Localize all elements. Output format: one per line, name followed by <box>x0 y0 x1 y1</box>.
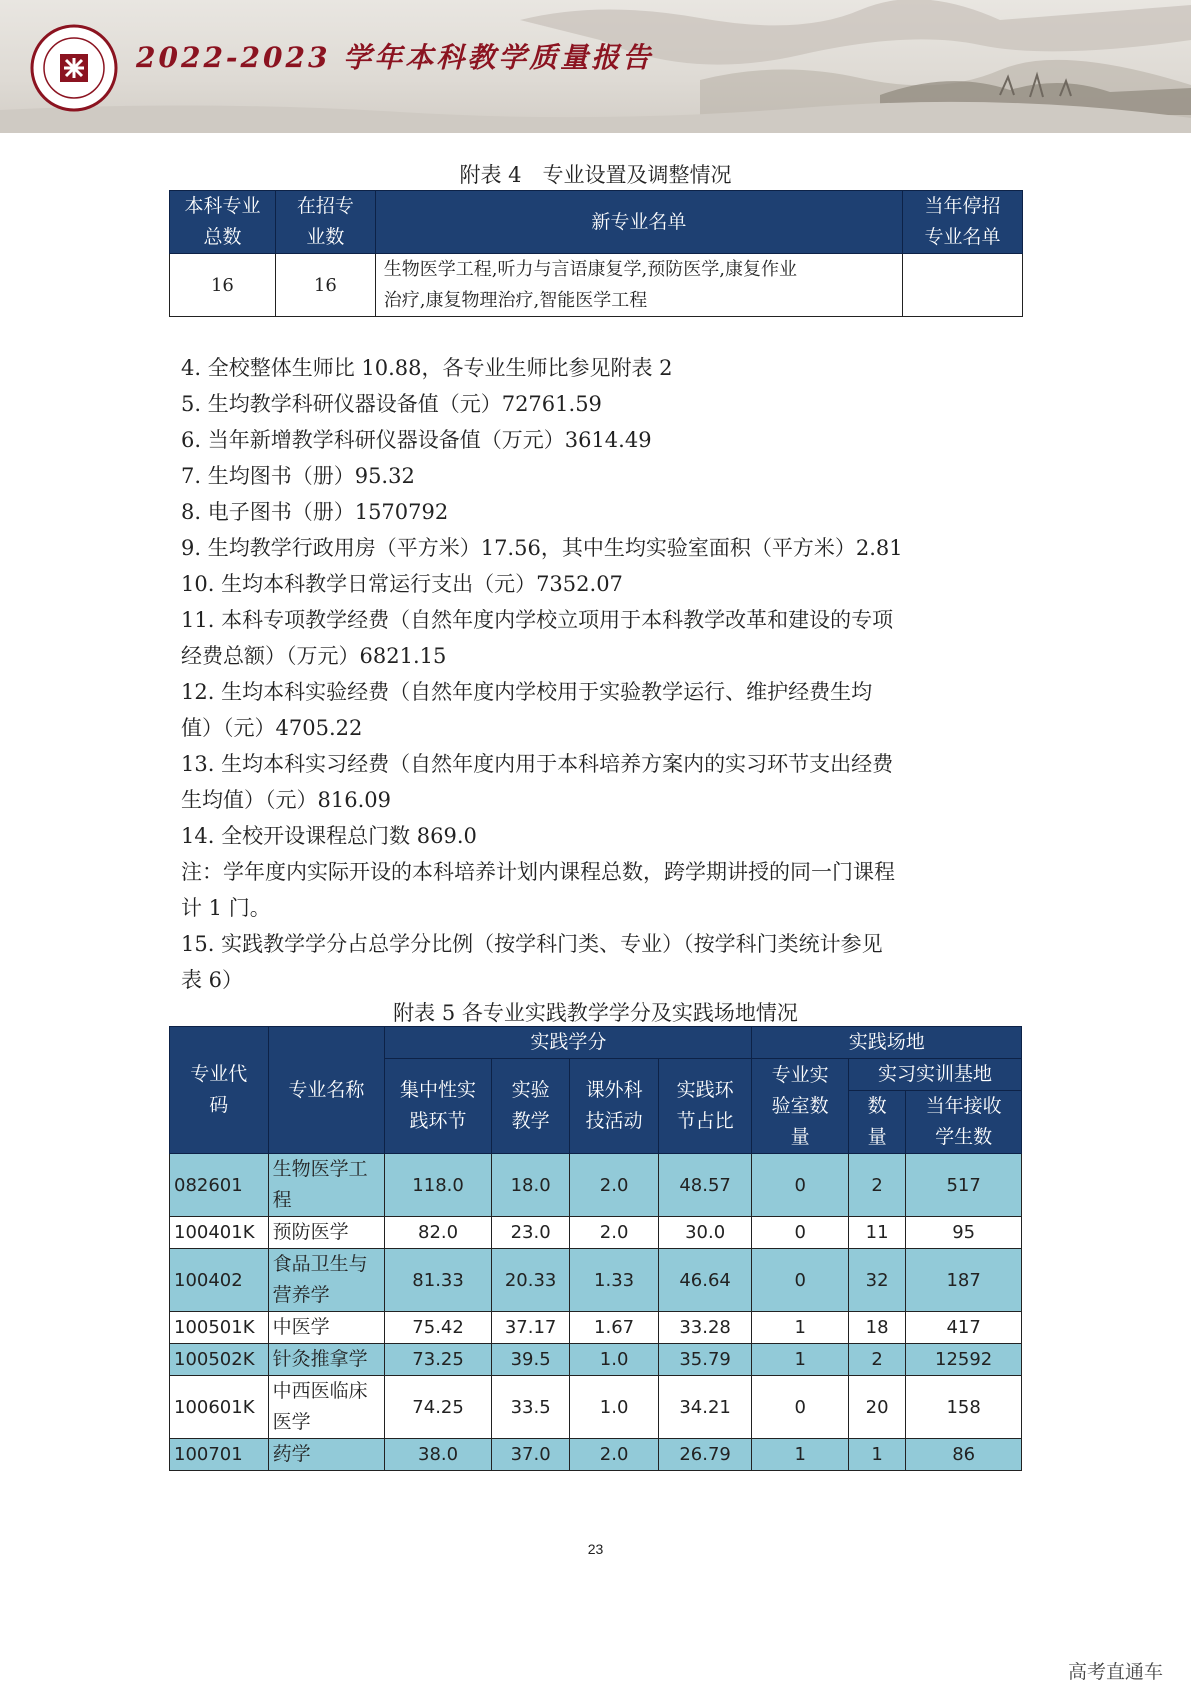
code-cell: 100701 <box>170 1439 269 1471</box>
extracurricular-cell: 1.67 <box>570 1312 659 1344</box>
experiment-cell: 33.5 <box>491 1376 569 1439</box>
extracurricular-cell: 1.0 <box>570 1376 659 1439</box>
header-students: 当年接收 学生数 <box>906 1091 1022 1154</box>
header-name: 专业名称 <box>268 1027 385 1154</box>
item-15: 15. 实践教学学分占总学分比例（按学科门类、专业）（按学科门类统计参见 <box>181 932 883 956</box>
item-7: 7. 生均图书（册）95.32 <box>181 464 415 488</box>
header-new-majors: 新专业名单 <box>375 191 902 254</box>
experiment-cell: 37.0 <box>491 1439 569 1471</box>
item-9: 9. 生均教学行政用房（平方米）17.56，其中生均实验室面积（平方米）2.81 <box>181 536 903 560</box>
table-body <box>170 1154 1022 1471</box>
ratio-cell: 35.79 <box>658 1344 752 1376</box>
code-cell: 082601 <box>170 1154 269 1217</box>
header-banner <box>0 0 1191 133</box>
experiment-cell: 23.0 <box>491 1217 569 1249</box>
name-cell: 生物医学工程 <box>268 1154 385 1217</box>
extracurricular-cell: 1.33 <box>570 1249 659 1312</box>
practice-credits-table <box>169 1026 1022 1471</box>
students-cell: 158 <box>906 1376 1022 1439</box>
header-code: 专业代 码 <box>170 1027 269 1154</box>
concentrated-cell: 82.0 <box>385 1217 492 1249</box>
bases-cell: 1 <box>848 1439 905 1471</box>
header-count: 数 量 <box>848 1091 905 1154</box>
item-15-cont: 表 6） <box>181 968 244 992</box>
item-13-cont: 生均值）（元）816.09 <box>181 788 391 812</box>
header-concentrated: 集中性实 践环节 <box>385 1059 492 1154</box>
report-title: 2022-2023 学年本科教学质量报告 <box>136 41 654 74</box>
name-cell: 中医学 <box>268 1312 385 1344</box>
table-row <box>170 1344 1022 1376</box>
note: 注：学年度内实际开设的本科培养计划内课程总数，跨学期讲授的同一门课程 <box>181 860 895 884</box>
experiment-cell: 18.0 <box>491 1154 569 1217</box>
header-enrolling-majors: 在招专 业数 <box>275 191 375 254</box>
table-row <box>170 1439 1022 1471</box>
university-logo <box>30 24 118 112</box>
concentrated-cell: 38.0 <box>385 1439 492 1471</box>
item-12-cont: 值）（元）4705.22 <box>181 716 363 740</box>
extracurricular-cell: 2.0 <box>570 1154 659 1217</box>
item-11: 11. 本科专项教学经费（自然年度内学校立项用于本科教学改革和建设的专项 <box>181 608 894 632</box>
labs-cell: 0 <box>752 1376 849 1439</box>
bases-cell: 2 <box>848 1154 905 1217</box>
concentrated-cell: 81.33 <box>385 1249 492 1312</box>
code-cell: 100401K <box>170 1217 269 1249</box>
header-total-majors: 本科专业 总数 <box>170 191 276 254</box>
name-cell: 预防医学 <box>268 1217 385 1249</box>
item-13: 13. 生均本科实习经费（自然年度内用于本科培养方案内的实习环节支出经费 <box>181 752 894 776</box>
total-majors-value: 16 <box>170 254 276 317</box>
experiment-cell: 37.17 <box>491 1312 569 1344</box>
bases-cell: 32 <box>848 1249 905 1312</box>
code-cell: 100501K <box>170 1312 269 1344</box>
header-labs: 专业实 验室数 量 <box>752 1059 849 1154</box>
header-ratio: 实践环 节占比 <box>658 1059 752 1154</box>
header-stopped-majors: 当年停招 专业名单 <box>903 191 1023 254</box>
header-experiment: 实验 教学 <box>491 1059 569 1154</box>
ratio-cell: 33.28 <box>658 1312 752 1344</box>
experiment-cell: 39.5 <box>491 1344 569 1376</box>
header-practice-sites: 实践场地 <box>752 1027 1022 1059</box>
students-cell: 417 <box>906 1312 1022 1344</box>
bases-cell: 11 <box>848 1217 905 1249</box>
page-number: 23 <box>587 1541 604 1557</box>
table-row <box>170 1312 1022 1344</box>
labs-cell: 1 <box>752 1312 849 1344</box>
concentrated-cell: 73.25 <box>385 1344 492 1376</box>
item-4: 4. 全校整体生师比 10.88，各专业生师比参见附表 2 <box>181 356 673 380</box>
students-cell: 86 <box>906 1439 1022 1471</box>
ratio-cell: 26.79 <box>658 1439 752 1471</box>
item-6: 6. 当年新增教学科研仪器设备值（万元）3614.49 <box>181 428 652 452</box>
ratio-cell: 48.57 <box>658 1154 752 1217</box>
extracurricular-cell: 1.0 <box>570 1344 659 1376</box>
labs-cell: 0 <box>752 1154 849 1217</box>
item-11-cont: 经费总额）（万元）6821.15 <box>181 644 447 668</box>
experiment-cell: 20.33 <box>491 1249 569 1312</box>
item-10: 10. 生均本科教学日常运行支出（元）7352.07 <box>181 572 623 596</box>
item-12: 12. 生均本科实验经费（自然年度内学校用于实验教学运行、维护经费生均 <box>181 680 873 704</box>
enrolling-majors-value: 16 <box>275 254 375 317</box>
students-cell: 517 <box>906 1154 1022 1217</box>
table-header-row <box>170 1027 1022 1059</box>
table-header-row <box>170 191 1023 254</box>
extracurricular-cell: 2.0 <box>570 1439 659 1471</box>
bases-cell: 18 <box>848 1312 905 1344</box>
table-row <box>170 254 1023 317</box>
concentrated-cell: 75.42 <box>385 1312 492 1344</box>
table5-caption: 附表 5 各专业实践教学学分及实践场地情况 <box>393 1001 798 1025</box>
code-cell: 100502K <box>170 1344 269 1376</box>
note-cont: 计 1 门。 <box>181 896 271 920</box>
stopped-majors-value <box>903 254 1023 317</box>
students-cell: 12592 <box>906 1344 1022 1376</box>
labs-cell: 1 <box>752 1439 849 1471</box>
new-majors-list <box>375 254 902 317</box>
new-majors-line2: 治疗,康复物理治疗,智能医学工程 <box>383 290 648 311</box>
table-row <box>170 1376 1022 1439</box>
watermark: 高考直通车 <box>1067 1661 1163 1683</box>
labs-cell: 0 <box>752 1249 849 1312</box>
labs-cell: 0 <box>752 1217 849 1249</box>
ratio-cell: 30.0 <box>658 1217 752 1249</box>
name-cell: 中西医临床医学 <box>268 1376 385 1439</box>
code-cell: 100601K <box>170 1376 269 1439</box>
students-cell: 187 <box>906 1249 1022 1312</box>
item-5: 5. 生均教学科研仪器设备值（元）72761.59 <box>181 392 602 416</box>
new-majors-line1: 生物医学工程,听力与言语康复学,预防医学,康复作业 <box>383 259 797 280</box>
table-row <box>170 1217 1022 1249</box>
major-setting-table <box>169 190 1023 317</box>
name-cell: 针灸推拿学 <box>268 1344 385 1376</box>
name-cell: 药学 <box>268 1439 385 1471</box>
extracurricular-cell: 2.0 <box>570 1217 659 1249</box>
name-cell: 食品卫生与营养学 <box>268 1249 385 1312</box>
ratio-cell: 46.64 <box>658 1249 752 1312</box>
table-row <box>170 1154 1022 1217</box>
labs-cell: 1 <box>752 1344 849 1376</box>
concentrated-cell: 118.0 <box>385 1154 492 1217</box>
header-practice-credits: 实践学分 <box>385 1027 752 1059</box>
header-bases: 实习实训基地 <box>848 1059 1021 1091</box>
concentrated-cell: 74.25 <box>385 1376 492 1439</box>
table4-caption: 附表 4 专业设置及调整情况 <box>459 163 732 187</box>
header-extracurricular: 课外科 技活动 <box>570 1059 659 1154</box>
bases-cell: 20 <box>848 1376 905 1439</box>
item-8: 8. 电子图书（册）1570792 <box>181 500 449 524</box>
students-cell: 95 <box>906 1217 1022 1249</box>
ratio-cell: 34.21 <box>658 1376 752 1439</box>
item-14: 14. 全校开设课程总门数 869.0 <box>181 824 477 848</box>
table-row <box>170 1249 1022 1312</box>
code-cell: 100402 <box>170 1249 269 1312</box>
bases-cell: 2 <box>848 1344 905 1376</box>
